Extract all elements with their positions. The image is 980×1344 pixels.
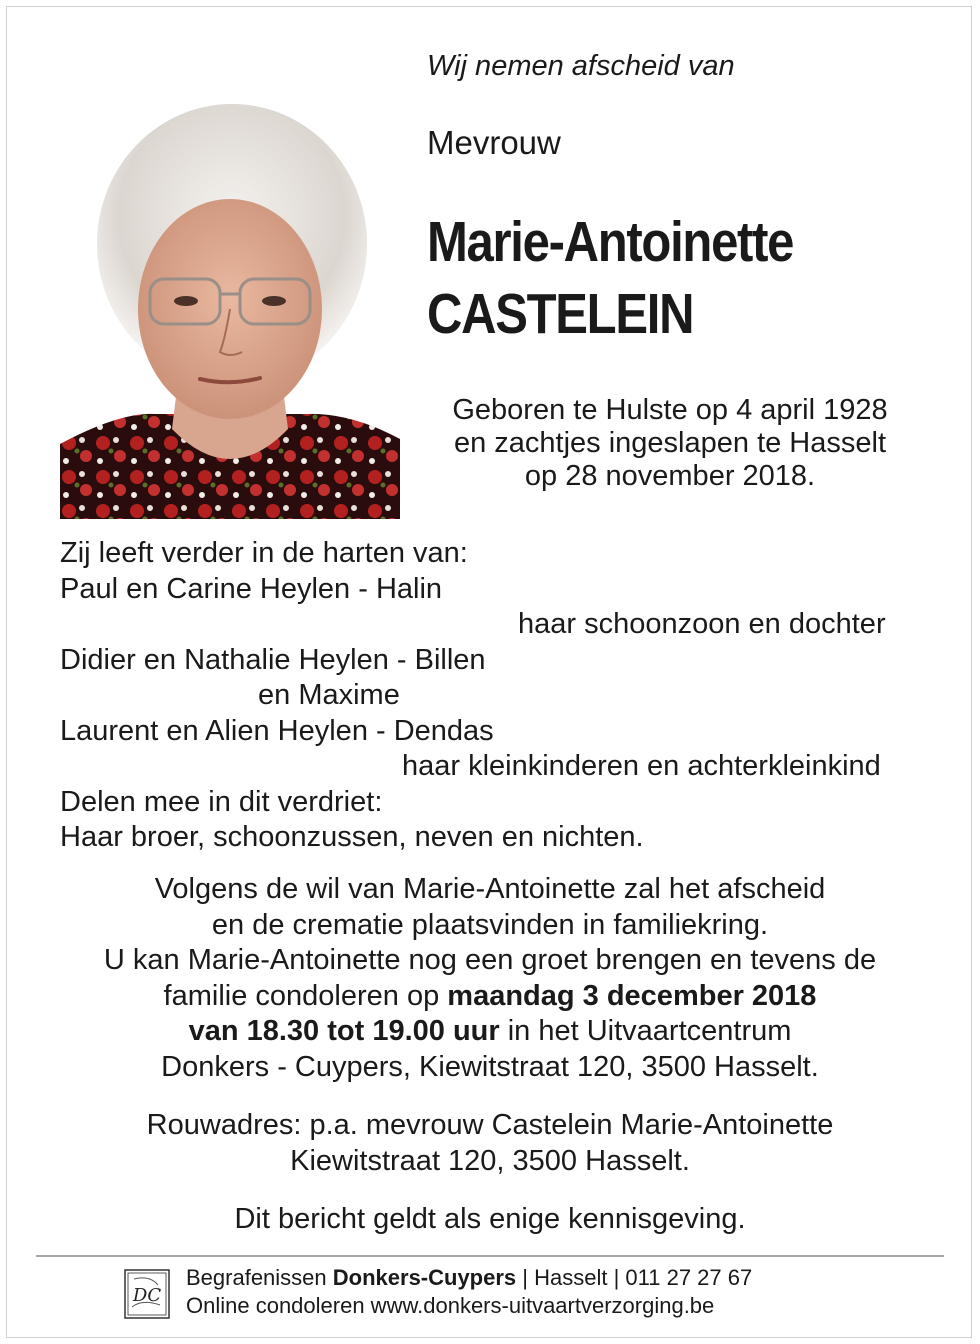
ceremony-text: in het Uitvaartcentrum — [499, 1015, 792, 1047]
footer-divider — [36, 1255, 944, 1257]
funeral-home-logo — [122, 1267, 172, 1321]
birth-line: Geboren te Hulste op 4 april 1928 — [452, 394, 888, 426]
footer-text: Begrafenissen — [186, 1265, 333, 1290]
survivor-line: Laurent en Alien Heylen - Dendas — [60, 714, 494, 747]
ceremony-date: maandag 3 december 2018 — [447, 979, 817, 1012]
funeral-home-name: Donkers-Cuypers — [332, 1265, 517, 1290]
address-line: Kiewitstraat 120, 3500 Hasselt. — [290, 1144, 690, 1177]
deceased-name — [427, 206, 793, 350]
survivors-heading: Zij leeft verder in de harten van: — [60, 537, 468, 569]
footer-info — [186, 1264, 752, 1320]
survivor-line: Didier en Nathalie Heylen - Billen — [60, 643, 486, 676]
survivor-line: Paul en Carine Heylen - Halin — [60, 572, 443, 605]
survivor-line: Haar broer, schoonzussen, neven en nichten. — [60, 821, 644, 853]
footer-website: Online condoleren www.donkers-uitvaartverzorging.be — [186, 1293, 715, 1318]
honorific: Mevrouw — [427, 124, 561, 161]
survivor-line: en Maxime — [258, 679, 400, 711]
intro-text: Wij nemen afscheid van — [427, 50, 735, 82]
mourning-address — [40, 1108, 940, 1179]
last-name: CASTELEIN — [427, 282, 694, 346]
address-line: Rouwadres: p.a. mevrouw Castelein Marie-Antoinette — [146, 1109, 834, 1141]
death-line: en zachtjes ingeslapen te Hasselt — [453, 427, 887, 459]
first-name: Marie-Antoinette — [427, 210, 794, 274]
notice-text: Dit bericht geldt als enige kennisgeving. — [234, 1203, 746, 1235]
birth-death-info — [420, 394, 920, 493]
ceremony-line — [40, 1014, 940, 1050]
ceremony-location: Donkers - Cuypers, Kiewitstraat 120, 3500 Hasselt. — [161, 1050, 819, 1083]
logo-letters: DC — [132, 1285, 162, 1306]
ceremony-info — [40, 872, 940, 1085]
survivor-role: haar schoonzoon en dochter — [518, 608, 886, 640]
ceremony-line — [40, 979, 940, 1015]
footer-line — [186, 1264, 752, 1292]
survivor-line: Delen mee in dit verdriet: — [60, 785, 383, 818]
portrait-photo — [60, 94, 400, 519]
ceremony-line: en de crematie plaatsvinden in familiekring. — [211, 908, 769, 941]
footer-contact: | Hasselt | 011 27 27 67 — [516, 1265, 753, 1290]
survivor-role: haar kleinkinderen en achterkleinkind — [402, 750, 881, 782]
ceremony-time: van 18.30 tot 19.00 uur — [188, 1015, 500, 1047]
ceremony-text: familie condoleren op — [163, 979, 448, 1012]
ceremony-line: U kan Marie-Antoinette nog een groet brengen en tevens de — [103, 944, 877, 976]
survivors-list — [60, 536, 940, 856]
ceremony-line: Volgens de wil van Marie-Antoinette zal het afscheid — [154, 873, 826, 905]
death-date-line: op 28 november 2018. — [524, 460, 816, 492]
